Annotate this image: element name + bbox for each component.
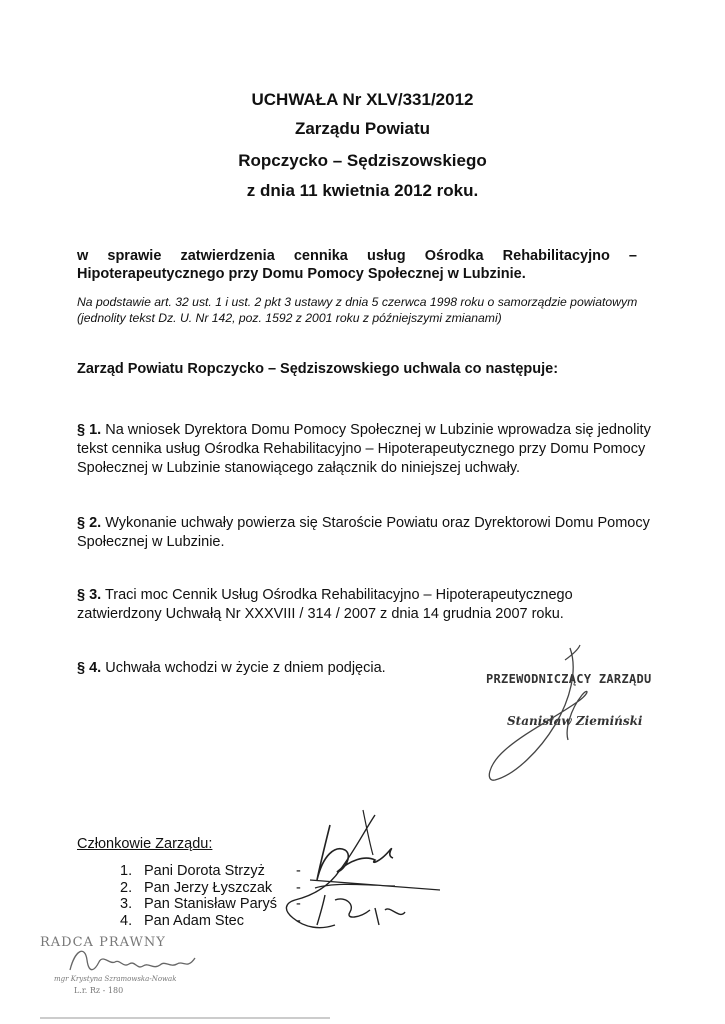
paragraph-text: Na wniosek Dyrektora Domu Pomocy Społecznej w Lubzinie wprowadza się jednolity tekst cennika usług Ośrodka Rehabilitacyjno – Hipoterapeutycznego przy Domu Pomocy Społecznej w Lubzinie stanowiącego załącznik do niniejszej uchwały. — [77, 422, 651, 476]
paragraph-1 — [77, 421, 652, 478]
board-members-title: Członkowie Zarządu: — [77, 836, 213, 852]
board-members-list — [120, 863, 277, 929]
stamp-name: mgr Krystyna Szramowska-Nowak — [54, 975, 177, 983]
member-number: 1. — [120, 863, 133, 879]
paragraph-mark: § 4. — [77, 660, 102, 676]
county-name: Ropczycko – Sędziszowskiego — [238, 151, 487, 170]
member-name: Pan Jerzy Łyszczak — [144, 879, 273, 896]
list-item — [120, 896, 277, 913]
paragraph-mark: § 2. — [77, 515, 102, 531]
paragraph-text: Wykonanie uchwały powierza się Staroście Powiatu oraz Dyrektorowi Domu Pomocy Społecznej w Lubzinie. — [77, 515, 650, 550]
paragraph-mark: § 3. — [77, 587, 102, 603]
list-item — [120, 863, 277, 880]
subject-line-2: Hipoterapeutycznego przy Domu Pomocy Społecznej w Lubzinie. — [77, 266, 526, 282]
resolution-title: UCHWAŁA Nr XLV/331/2012 — [251, 90, 474, 109]
resolution-date: z dnia 11 kwietnia 2012 roku. — [246, 181, 479, 200]
stamp-number: L.r. Rz - 180 — [74, 986, 124, 995]
list-item — [120, 913, 277, 930]
paragraph-text: Traci moc Cennik Usług Ośrodka Rehabilitacyjno – Hipoterapeutycznego zatwierdzony Uchwałą Nr XXXVIII / 314 / 2007 z dnia 14 grudnia 2007 roku. — [77, 587, 573, 622]
subject-line-1: w sprawie zatwierdzenia cennika usług Ośrodka Rehabilitacyjno – — [77, 248, 637, 264]
member-name: Pan Stanisław Paryś — [144, 896, 277, 912]
paragraph-text: Uchwała wchodzi w życie z dniem podjęcia. — [101, 660, 386, 676]
list-item — [120, 880, 277, 897]
paragraph-3 — [77, 586, 652, 624]
member-number: 2. — [120, 879, 133, 896]
member-name: Pani Dorota Strzyż — [144, 863, 265, 879]
member-number: 4. — [120, 912, 133, 929]
resolves-statement: Zarząd Powiatu Ropczycko – Sędziszowskiego uchwala co następuje: — [77, 361, 559, 377]
resolution-subject — [77, 247, 637, 283]
paragraph-2 — [77, 514, 652, 552]
member-number: 3. — [120, 896, 133, 912]
chairman-stamp-title: PRZEWODNICZĄCY ZARZĄDU — [486, 672, 652, 686]
chairman-stamp-name: Stanisław Ziemiński — [507, 714, 643, 728]
signature-dash: - — [296, 896, 301, 912]
paragraph-mark: § 1. — [77, 422, 102, 438]
signature-dash: - — [296, 912, 301, 929]
signature-dash: - — [296, 863, 301, 879]
legal-basis: Na podstawie art. 32 ust. 1 i ust. 2 pkt 3 ustawy z dnia 5 czerwca 1998 roku o samorządzie powiatowym (jednolity tekst Dz. U. Nr 142, poz. 1592 z 2001 roku z późniejszymi zmianami) — [77, 295, 638, 325]
signature-dashes — [296, 863, 301, 929]
legal-advisor-stamp — [40, 935, 177, 995]
signature-dash: - — [296, 879, 301, 896]
stamp-title: RADCA PRAWNY — [40, 935, 166, 950]
member-name: Pan Adam Stec — [144, 912, 244, 929]
bottom-edge-line — [40, 1017, 330, 1019]
issuing-body: Zarządu Powiatu — [294, 119, 431, 138]
